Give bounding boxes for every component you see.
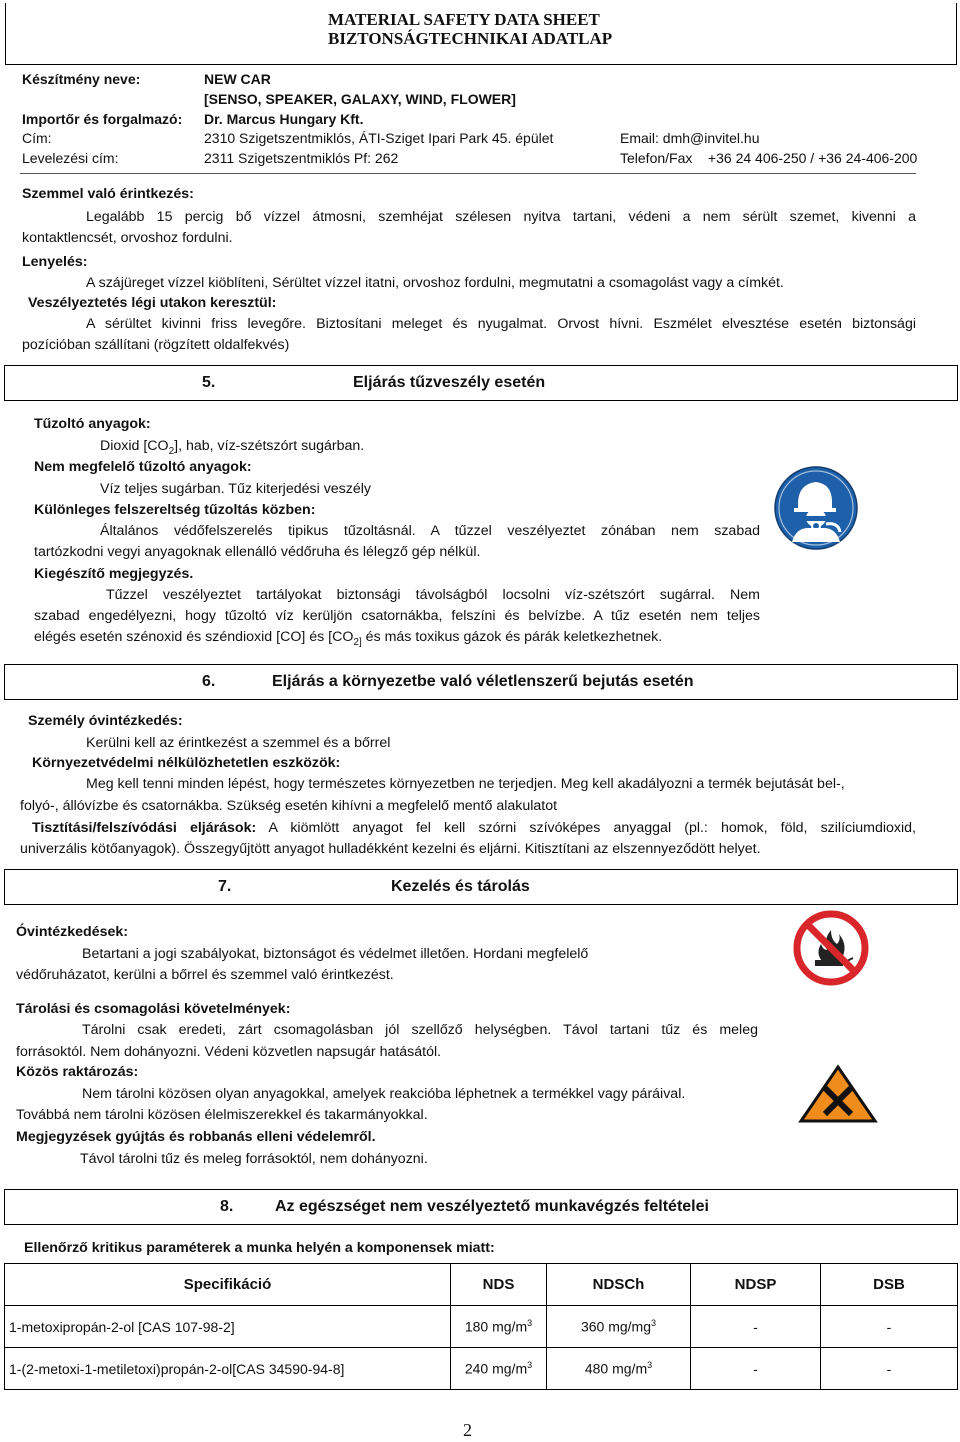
- phone-value: Telefon/Fax +36 24 406-250 / +36 24-406-200: [620, 150, 918, 166]
- special-equipment-title: Különleges felszereltség tűzoltás közben:: [34, 502, 316, 518]
- exposure-limits-table: [4, 1263, 958, 1390]
- storage-requirements-line1: Tárolni csak eredeti, zárt csomagolásban jól szellőző helységben. Távol tartani tűz és meleg: [82, 1022, 758, 1038]
- row-ndsch: 480 $mg/m^3$: [547, 1348, 691, 1390]
- row-spec: 1-(2-metoxi-1-metiletoxi)propán-2-ol[CAS 34590-94-8]: [5, 1348, 451, 1390]
- fire-protection-title: Megjegyzések gyújtás és robbanás elleni védelemről.: [16, 1129, 376, 1145]
- header-nds: NDS: [451, 1264, 547, 1306]
- header-box: [5, 3, 957, 65]
- address-value: 2310 Szigetszentmiklós, ÁTI-Sziget Ipari Park 45. épület: [204, 130, 554, 146]
- eye-contact-line2: kontaktlencsét, orvoshoz fordulni.: [22, 230, 233, 246]
- table-row: [5, 1306, 958, 1348]
- harmful-irritant-icon: [798, 1064, 878, 1124]
- eye-contact-title: Szemmel való érintkezés:: [22, 186, 194, 202]
- header-divider: [20, 173, 916, 174]
- fire-protection-text: Távol tárolni tűz és meleg forrásoktól, nem dohányozni.: [80, 1151, 428, 1167]
- section-6-header: [4, 664, 958, 700]
- section-7-header: [4, 869, 958, 905]
- section-5-header: [4, 365, 958, 401]
- row-nds: 180 $mg/m^3$: [451, 1306, 547, 1348]
- joint-storage-line1: Nem tárolni közösen olyan anyagokkal, amelyek reakcióba léphetnek a termékkel vagy páráival.: [82, 1086, 686, 1102]
- mail-address-value: 2311 Szigetszentmiklós Pf: 262: [204, 150, 399, 166]
- product-name-line1: NEW CAR: [204, 71, 271, 87]
- personal-precaution-text: Kerülni kell az érintkezést a szemmel és a bőrrel: [86, 735, 391, 751]
- storage-requirements-title: Tárolási és csomagolási követelmények:: [16, 1001, 291, 1017]
- row-ndsp: -: [691, 1306, 821, 1348]
- environmental-line2: folyó-, állóvízbe és csatornákba. Szükség esetén kihívni a megfelelő mentő alakulatot: [20, 798, 558, 814]
- eye-contact-line1: Legalább 15 percig bő vízzel átmosni, szemhéjat szélesen nyitva tartani, védeni a nem sérült szemet, kivenni a: [86, 209, 916, 225]
- cleanup-line1: Tisztítási/felszívódási eljárások: A kiömlött anyagot fel kell szórni szívóképes anyaggal (pl.: homok, föld, szilíciumdioxid,: [32, 820, 916, 836]
- environmental-title: Környezetvédelmi nélkülözhetetlen eszközök:: [32, 755, 341, 771]
- storage-requirements-line2: forrásoktól. Nem dohányozni. Védeni közvetlen napsugár hatásától.: [16, 1044, 442, 1060]
- row-ndsch: 360 $mg/mg^3$: [547, 1306, 691, 1348]
- ingestion-title: Lenyelés:: [22, 254, 88, 270]
- joint-storage-line2: Továbbá nem tárolni közösen élelmiszerekkel és takarmányokkal.: [16, 1107, 428, 1123]
- extinguishing-media-text: Dioxid $[CO_2]$, hab, víz-szétszórt sugárban.: [100, 438, 365, 457]
- page-number: 2: [463, 1420, 472, 1440]
- section-6-title: Eljárás a környezetbe való véletlenszerű bejutás esetén: [272, 673, 694, 690]
- email-value: Email: dmh@invitel.hu: [620, 130, 760, 146]
- section-8-header: [4, 1189, 958, 1225]
- row-nds: 240 $mg/m^3$: [451, 1348, 547, 1390]
- section-7-title: Kezelés és tárolás: [391, 878, 530, 895]
- respirator-mandatory-icon: [774, 466, 858, 550]
- section-8-title: Az egészséget nem veszélyeztető munkavégzés feltételei: [275, 1198, 709, 1215]
- additional-note-line1: Tűzzel veszélyeztet tartályokat biztonsági távolságból locsolni víz-szétszórt sugárral. Nem: [106, 587, 760, 603]
- table-row: [5, 1348, 958, 1390]
- mail-address-label: Levelezési cím:: [22, 150, 119, 166]
- inhalation-line1: A sérültet kivinni friss levegőre. Biztosítani meleget és nyugalmat. Orvost hívni. Eszmélet elvesztése esetén biztonsági: [86, 316, 916, 332]
- special-equipment-line2: tartózkodni vegyi anyagoknak ellenálló védőruha és lélegző gép nélkül.: [34, 544, 481, 560]
- handling-precaution-line1: Betartani a jogi szabályokat, biztonságot és védelmet illetően. Hordani megfelelő: [82, 946, 589, 962]
- row-dsb: -: [821, 1348, 958, 1390]
- header-ndsch: NDSCh: [547, 1264, 691, 1306]
- table-header-row: [5, 1264, 958, 1306]
- personal-precaution-title: Személy óvintézkedés:: [28, 713, 183, 729]
- product-name-label: Készítmény neve:: [22, 71, 141, 87]
- additional-note-title: Kiegészítő megjegyzés.: [34, 566, 194, 582]
- unsuitable-media-title: Nem megfelelő tűzoltó anyagok:: [34, 459, 252, 475]
- importer-label: Importőr és forgalmazó:: [22, 111, 183, 127]
- header-spec: Specifikáció: [5, 1264, 451, 1306]
- handling-precaution-title: Óvintézkedések:: [16, 924, 128, 940]
- address-label: Cím:: [22, 130, 52, 146]
- row-ndsp: -: [691, 1348, 821, 1390]
- critical-parameters-title: Ellenőrző kritikus paraméterek a munka helyén a komponensek miatt:: [24, 1240, 495, 1256]
- header-dsb: DSB: [821, 1264, 958, 1306]
- product-name-line2: [SENSO, SPEAKER, GALAXY, WIND, FLOWER]: [204, 91, 516, 107]
- section-8-number: 8.: [220, 1198, 234, 1215]
- joint-storage-title: Közös raktározás:: [16, 1064, 139, 1080]
- section-5-number: 5.: [202, 374, 216, 391]
- additional-note-line3: elégés esetén szénoxid és széndioxid [CO] és [$CO_{2]}$ és más toxikus gázok és párák keletkezhetnek.: [34, 629, 663, 648]
- header-ndsp: NDSP: [691, 1264, 821, 1306]
- section-7-number: 7.: [218, 878, 232, 895]
- section-5-title: Eljárás tűzveszély esetén: [353, 374, 546, 391]
- row-dsb: -: [821, 1306, 958, 1348]
- no-open-flame-icon: [793, 910, 869, 986]
- extinguishing-media-title: Tűzoltó anyagok:: [34, 416, 151, 432]
- cleanup-line2: univerzális kötőanyagok). Összegyűjtött anyagot hulladékként kezelni és eljárni. Kitisztítani az elszennyeződött helyet.: [20, 841, 761, 857]
- special-equipment-line1: Általános védőfelszerelés tipikus tűzoltásnál. A tűzzel veszélyeztet zónában nem szabad: [100, 523, 760, 539]
- inhalation-line2: pozícióban szállítani (rögzített oldalfekvés): [22, 337, 290, 353]
- section-6-number: 6.: [202, 673, 216, 690]
- inhalation-title: Veszélyeztetés légi utakon keresztül:: [28, 295, 277, 311]
- document-title: MATERIAL SAFETY DATA SHEET BIZTONSÁGTECHNIKAI ADATLAP: [328, 10, 613, 48]
- row-spec: 1-metoxipropán-2-ol [CAS 107-98-2]: [5, 1306, 451, 1348]
- additional-note-line2: szabad engedélyezni, hogy tűzoltó víz kerüljön csatornákba, felszíni és belvízbe. A tűz esetén nem teljes: [34, 608, 760, 624]
- importer-name: Dr. Marcus Hungary Kft.: [204, 111, 364, 127]
- environmental-line1: Meg kell tenni minden lépést, hogy természetes környezetben ne terjedjen. Meg kell akadályozni a termék bejutását bel-,: [86, 776, 845, 792]
- handling-precaution-line2: védőruházatot, kerülni a bőrrel és szemmel való érintkezést.: [16, 967, 394, 983]
- ingestion-text: A szájüreget vízzel kiöblíteni, Sérültet vízzel itatni, orvoshoz fordulni, megmutatni a csomagolást vagy a címkét.: [86, 275, 784, 291]
- unsuitable-media-text: Víz teljes sugárban. Tűz kiterjedési veszély: [100, 481, 372, 497]
